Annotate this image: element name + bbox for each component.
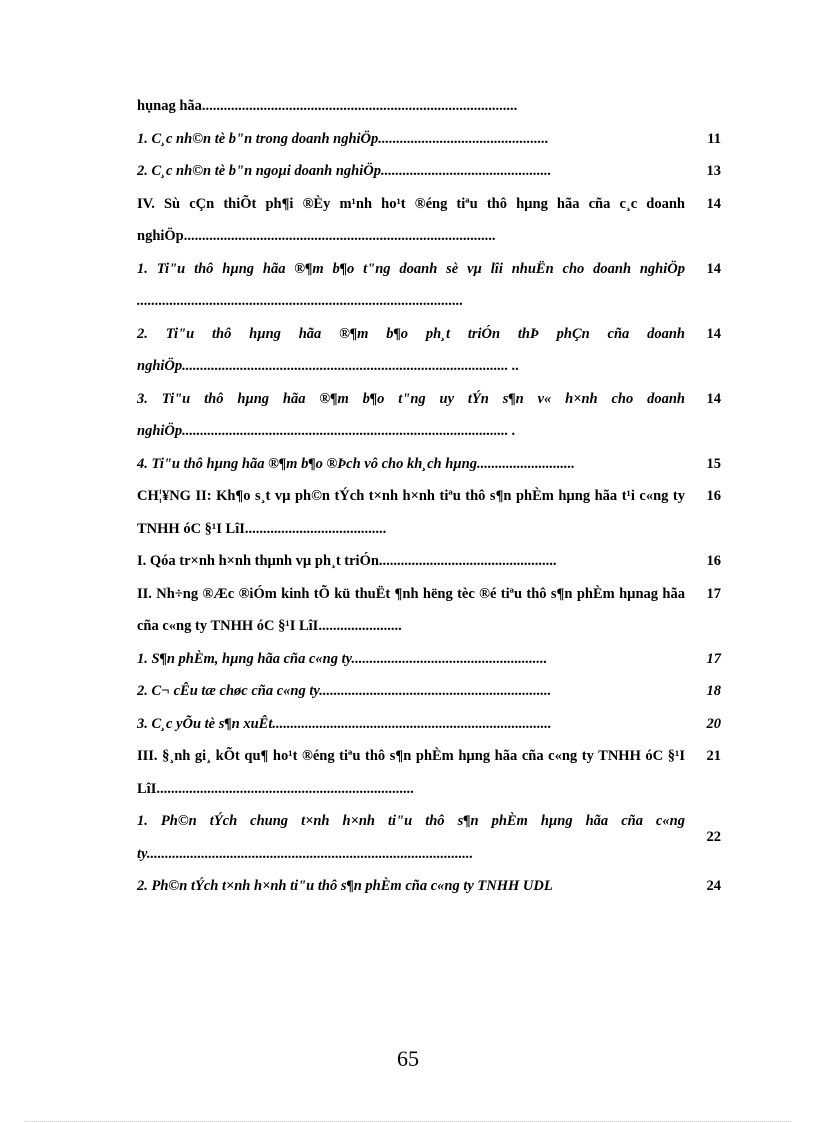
toc-entry-text: 1. S¶n phÈm, hµng hãa cña c«ng ty...................................................... [137,650,548,667]
toc-entry-page: 15 [706,455,721,472]
toc-entry-text: 2. Ti"u thô hµng hãa ®¶m b¶o ph¸t triÓn thÞ phÇn cña doanh nghiÖp.......................................................................................... .. [137,325,685,374]
toc-entry [137,123,721,156]
toc-entry [137,90,721,123]
toc-entry-page: 20 [706,715,721,732]
toc-entry-page: 14 [706,390,721,407]
toc-entry [137,675,721,708]
toc-entry-page: 14 [706,260,721,277]
toc-entry [137,870,721,903]
footer-divider [25,1121,791,1122]
toc-entry [137,448,721,481]
toc-entry [137,383,721,448]
toc-entry [137,545,721,578]
toc-entry [137,643,721,676]
toc-entry [137,253,721,318]
toc-entry-text: I. Qóa tr×nh h×nh thµnh vµ ph¸t triÓn................................................. [137,553,557,569]
toc-entry [137,740,721,805]
toc-entry-text: CH¦¥NG II: Kh¶o s¸t vµ ph©n tÝch t×nh h×nh tiªu thô s¶n phÈm hµng hãa t¹i c«ng ty TNHH óC §¹I LîI....................................... [137,488,685,537]
toc-entry-text: hụnag hãa....................................................................................... [137,98,518,114]
toc-entry-text: IV. Sù cÇn thiÕt ph¶i ®Èy m¹nh ho¹t ®éng tiªu thô hµng hãa cña c¸c doanh nghiÖp...................................................................................... [137,195,685,244]
toc-entry [137,155,721,188]
toc-entry-text: 2. C¸c nh©n tè b"n ngoµi doanh nghiÖp............................................... [137,163,552,179]
toc-entry-text: 1. Ph©n tÝch chung t×nh h×nh ti"u thô s¶n phÈm hµng hãa cña c«ng ty.......................................................................................... [137,813,685,862]
toc-entry-page: 17 [706,650,721,667]
toc-entry [137,708,721,741]
toc-entry-text: 4. Ti"u thô hµng hãa ®¶m b¶o ®Þch vô cho kh¸ch hµng........................... [137,455,575,472]
toc-entry-text: 1. C¸c nh©n tè b"n trong doanh nghiÖp............................................... [137,130,549,147]
toc-entry-page: 18 [706,683,721,699]
toc-entry [137,805,721,870]
toc-entry-page: 13 [706,163,721,179]
toc-entry-text: 1. Ti"u thô hµng hãa ®¶m b¶o t"ng doanh sè vµ lîi nhuËn cho doanh nghiÖp .......................................................................................... [137,260,685,309]
toc-entry-page: 17 [706,585,721,602]
toc-entry-text: III. §¸nh gi¸ kÕt qu¶ ho¹t ®éng tiªu thô s¶n phÈm hµng hãa cña c«ng ty TNHH óC §¹I LîI....................................................................... [137,748,685,797]
toc-entry-page: 21 [706,748,721,764]
toc-entry [137,188,721,253]
toc-entry-text: 3. Ti"u thô hµng hãa ®¶m b¶o t"ng uy tÝn s¶n v« h×nh cho doanh nghiÖp.......................................................................................... . [137,390,685,439]
page-number: 65 [397,1046,419,1071]
table-of-contents [137,90,721,903]
toc-entry-text: 2. Ph©n tÝch t×nh h×nh ti"u thô s¶n phÈm cña c«ng ty TNHH UDL [137,878,553,894]
toc-entry [137,480,721,545]
toc-entry-page: 16 [706,553,721,569]
toc-entry-page: 16 [706,488,721,504]
toc-entry-text: II. Nh÷ng ®Æc ®iÓm kinh tÕ kü thuËt ¶nh hëng tèc ®é tiªu thô s¶n phÈm hµnag hãa cña c«ng ty TNHH óC §¹I LîI....................... [137,585,685,634]
toc-entry-page: 14 [706,195,721,212]
toc-entry-page: 14 [706,325,721,342]
toc-entry-text: 2. C¬ cÊu tæ chøc cña c«ng ty................................................................ [137,683,552,699]
toc-entry-page: 24 [706,878,721,894]
toc-entry [137,578,721,643]
toc-entry [137,318,721,383]
toc-entry-page: 11 [707,130,721,147]
toc-entry-page: 22 [706,829,721,846]
toc-entry-text: 3. C¸c yÕu tè s¶n xuÊt............................................................................. [137,715,552,732]
